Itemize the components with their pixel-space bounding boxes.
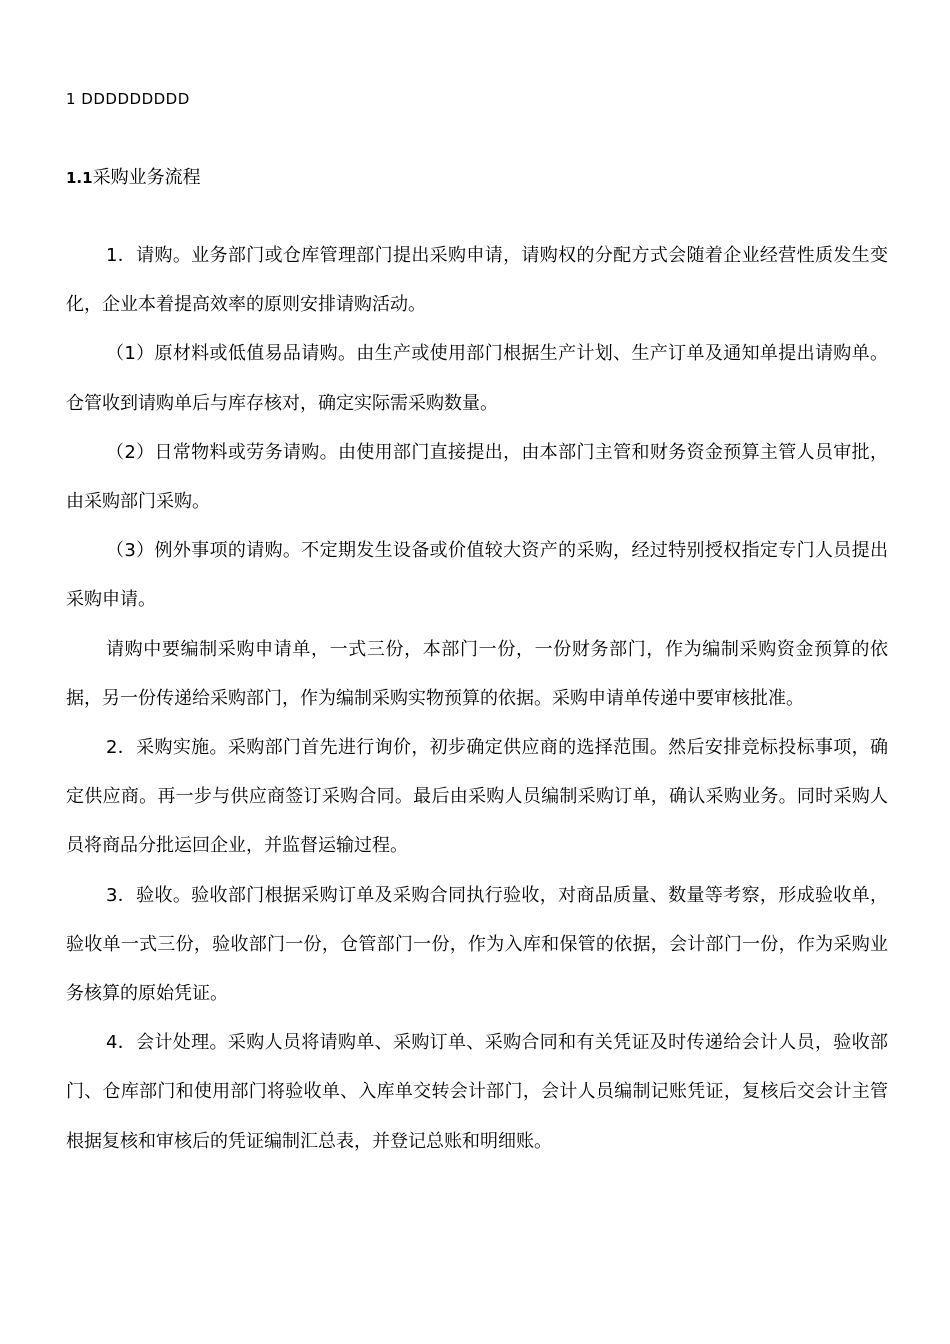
paragraph-inspection: 3．验收。验收部门根据采购订单及采购合同执行验收，对商品质量、数量等考察，形成验收单，验收单一式三份，验收部门一份，仓管部门一份，作为入库和保管的依据，会计部门一份，作为采购业务核算的原始凭证。 bbox=[66, 884, 888, 1005]
body-text bbox=[66, 231, 888, 1166]
paragraph-requisition: 1．请购。业务部门或仓库管理部门提出采购申请，请购权的分配方式会随着企业经营性质发生变化，企业本着提高效率的原则安排请购活动。 bbox=[66, 245, 888, 316]
subsection-number: 1.1 bbox=[66, 169, 93, 187]
paragraph-raw-materials: （1）原材料或低值易品请购。由生产或使用部门根据生产计划、生产订单及通知单提出请购单。仓管收到请购单后与库存核对，确定实际需采购数量。 bbox=[66, 343, 888, 414]
paragraph-purchase-execution: 2．采购实施。采购部门首先进行询价，初步确定供应商的选择范围。然后安排竞标投标事项，确定供应商。再一步与供应商签订采购合同。最后由采购人员编制采购订单，确认采购业务。同时采购人员将商品分批运回企业，并监督运输过程。 bbox=[66, 737, 888, 857]
subsection-title: 采购业务流程 bbox=[92, 167, 201, 188]
subsection-heading bbox=[66, 163, 201, 189]
section-heading: 1 DDDDDDDDD bbox=[66, 90, 190, 108]
paragraph-daily-supplies: （2）日常物料或劳务请购。由使用部门直接提出，由本部门主管和财务资金预算主管人员审批，由采购部门采购。 bbox=[66, 441, 888, 513]
paragraph-requisition-form: 请购中要编制采购申请单，一式三份，本部门一份，一份财务部门，作为编制采购资金预算的依据，另一份传递给采购部门，作为编制采购实物预算的依据。采购申请单传递中要审核批准。 bbox=[66, 638, 888, 709]
paragraph-exceptions: （3）例外事项的请购。不定期发生设备或价值较大资产的采购，经过特别授权指定专门人员提出采购申请。 bbox=[66, 540, 888, 611]
paragraph-accounting: 4．会计处理。采购人员将请购单、采购订单、采购合同和有关凭证及时传递给会计人员，验收部门、仓库部门和使用部门将验收单、入库单交转会计部门，会计人员编制记账凭证，复核后交会计主管根据复核和审核后的凭证编制汇总表，并登记总账和明细账。 bbox=[66, 1032, 888, 1152]
